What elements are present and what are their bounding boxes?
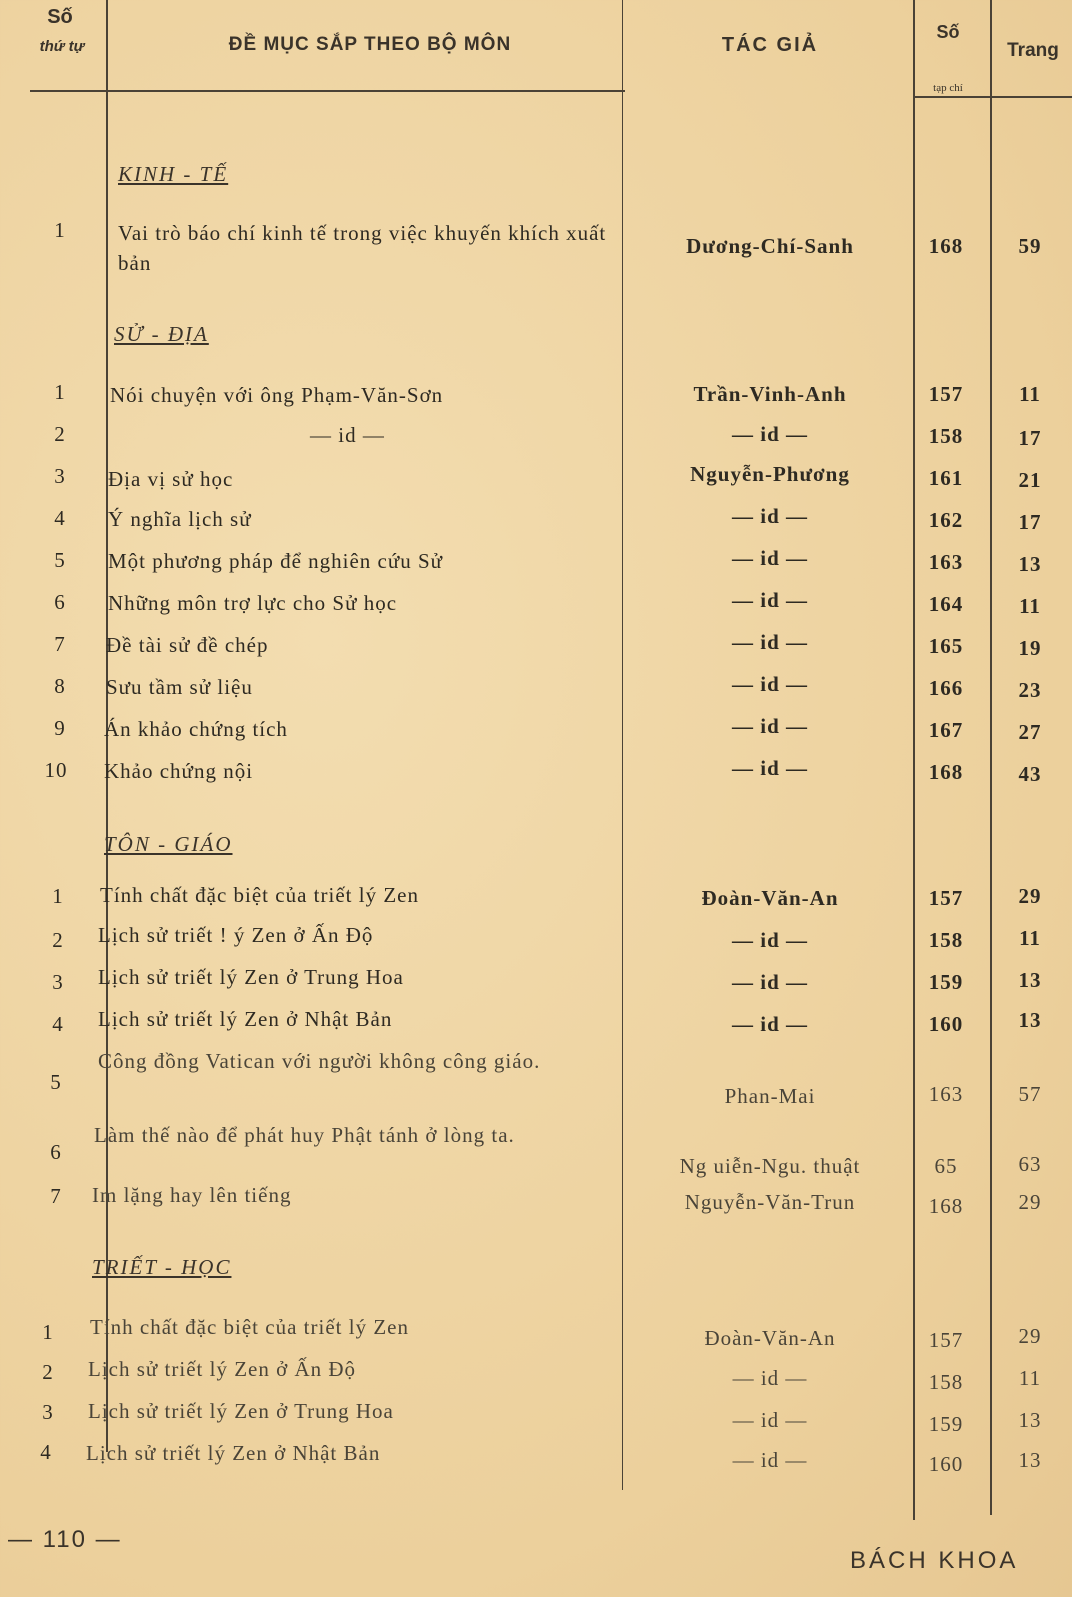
row-number: 7 xyxy=(50,1184,62,1208)
row-issue: 159 xyxy=(928,970,964,994)
row-issue: 161 xyxy=(928,466,964,490)
row-title: Tính chất đặc biệt của triết lý Zen xyxy=(90,1315,409,1339)
row-issue: 158 xyxy=(928,1370,964,1394)
section-heading-su-dia: SỬ - ĐỊA xyxy=(114,322,209,346)
row-issue: 157 xyxy=(928,382,964,406)
header-no-line1: Số xyxy=(47,6,73,28)
row-number: 1 xyxy=(42,1320,54,1344)
row-title: Án khảo chứng tích xyxy=(104,717,288,741)
header-issue-line2: tạp chí xyxy=(933,82,963,94)
row-title: Lịch sử triết lý Zen ở Nhật Bản xyxy=(86,1441,381,1465)
header-page: Trang xyxy=(1007,40,1059,61)
row-author: — id — xyxy=(731,928,808,952)
row-author: — id — xyxy=(732,1408,808,1432)
row-issue: 160 xyxy=(928,1012,964,1036)
row-title: Đề tài sử đề chép xyxy=(106,633,269,657)
row-author: — id — xyxy=(731,504,808,528)
row-page: 17 xyxy=(1018,510,1042,534)
row-title: Ý nghĩa lịch sử xyxy=(108,507,252,531)
row-number: 6 xyxy=(50,1140,62,1164)
row-author: — id — xyxy=(731,1012,808,1036)
row-number: 4 xyxy=(54,506,66,530)
row-issue: 158 xyxy=(928,928,964,952)
row-number: 1 xyxy=(52,884,64,908)
row-title: Khảo chứng nội xyxy=(104,759,254,783)
row-author: — id — xyxy=(731,422,808,446)
row-author: — id — xyxy=(731,630,808,654)
row-title: Làm thế nào để phát huy Phật tánh ở lòng ta. xyxy=(94,1123,515,1147)
row-page: 23 xyxy=(1018,678,1042,702)
row-author: — id — xyxy=(732,1448,808,1472)
row-issue: 168 xyxy=(928,760,964,784)
row-page: 19 xyxy=(1018,636,1042,660)
row-page: 57 xyxy=(1018,1082,1042,1106)
row-author: — id — xyxy=(731,588,808,612)
column-rule-title xyxy=(622,0,623,1490)
row-number: 4 xyxy=(52,1012,64,1036)
row-title: Lịch sử triết lý Zen ở Trung Hoa xyxy=(98,965,404,989)
header-no-line2: thứ tự xyxy=(39,38,85,55)
row-author: Trần-Vinh-Anh xyxy=(693,382,847,406)
row-author: Đoàn-Văn-An xyxy=(701,886,839,910)
row-author: Đoàn-Văn-An xyxy=(704,1326,836,1350)
row-page: 13 xyxy=(1018,1008,1042,1032)
row-issue: 167 xyxy=(928,718,964,742)
row-number: 2 xyxy=(54,422,66,446)
row-title: Vai trò báo chí kinh tế trong việc khuyến khích xuất bản xyxy=(118,221,607,275)
row-title: Lịch sử triết lý Zen ở Trung Hoa xyxy=(88,1399,394,1423)
row-number: 3 xyxy=(52,970,64,994)
row-title: Một phương pháp để nghiên cứu Sử xyxy=(108,549,444,573)
row-title: — id — xyxy=(310,423,385,447)
row-author: — id — xyxy=(731,714,808,738)
row-number: 9 xyxy=(54,716,66,740)
row-author: — id — xyxy=(732,1366,808,1390)
row-author: — id — xyxy=(731,546,808,570)
section-heading-triet-hoc: TRIẾT - HỌC xyxy=(92,1255,232,1279)
row-title: Tính chất đặc biệt của triết lý Zen xyxy=(100,883,419,907)
row-issue: 165 xyxy=(928,634,964,658)
row-author: — id — xyxy=(731,970,808,994)
row-title: Sưu tầm sử liệu xyxy=(106,675,253,699)
row-issue: 65 xyxy=(934,1154,958,1178)
row-page: 59 xyxy=(1018,234,1042,258)
row-issue: 166 xyxy=(928,676,964,700)
row-author: — id — xyxy=(731,672,808,696)
row-page: 11 xyxy=(1019,594,1041,618)
row-title: Nói chuyện với ông Phạm-Văn-Sơn xyxy=(110,383,444,407)
row-page: 29 xyxy=(1018,1190,1042,1214)
row-title: Công đồng Vatican với người không công giáo. xyxy=(98,1049,541,1073)
row-page: 43 xyxy=(1018,762,1042,786)
row-issue: 158 xyxy=(928,424,964,448)
row-page: 11 xyxy=(1019,382,1041,406)
row-title: Những môn trợ lực cho Sử học xyxy=(108,591,398,615)
row-page: 11 xyxy=(1018,1366,1042,1390)
row-page: 13 xyxy=(1018,1448,1042,1472)
row-issue: 159 xyxy=(928,1412,964,1436)
magazine-name: BÁCH KHOA xyxy=(850,1547,1019,1574)
header-author: TÁC GIẢ xyxy=(721,34,819,56)
row-number: 1 xyxy=(54,380,66,404)
row-issue: 157 xyxy=(928,886,964,910)
row-page: 17 xyxy=(1018,426,1042,450)
row-number: 8 xyxy=(54,674,66,698)
row-number: 4 xyxy=(40,1440,52,1464)
row-issue: 157 xyxy=(928,1328,964,1352)
row-page: 63 xyxy=(1018,1152,1042,1176)
row-page: 21 xyxy=(1018,468,1042,492)
row-number: 2 xyxy=(52,928,64,952)
row-issue: 168 xyxy=(928,234,964,258)
row-issue: 164 xyxy=(928,592,964,616)
header-title: ĐỀ MỤC SẮP THEO BỘ MÔN xyxy=(228,34,512,55)
row-title: Im lặng hay lên tiếng xyxy=(92,1183,292,1207)
row-page: 29 xyxy=(1018,884,1042,908)
row-number: 5 xyxy=(50,1070,62,1094)
row-number: 7 xyxy=(54,632,66,656)
row-page: 11 xyxy=(1019,926,1041,950)
row-page: 13 xyxy=(1018,968,1042,992)
row-number: 10 xyxy=(44,758,68,782)
row-author: — id — xyxy=(731,756,808,780)
row-author: Phan-Mai xyxy=(724,1084,816,1108)
row-page: 13 xyxy=(1018,552,1042,576)
row-issue: 162 xyxy=(928,508,964,532)
row-issue: 163 xyxy=(928,1082,964,1106)
row-title: Lịch sử triết ! ý Zen ở Ấn Độ xyxy=(98,923,374,947)
page-number: — 110 — xyxy=(8,1526,122,1553)
row-author: Nguyễn-Văn-Trun xyxy=(684,1190,856,1214)
row-author: Nguyễn-Phương xyxy=(690,462,850,486)
row-page: 13 xyxy=(1018,1408,1042,1432)
row-page: 29 xyxy=(1018,1324,1042,1348)
header-underline-right xyxy=(913,96,1072,98)
row-number: 3 xyxy=(42,1400,54,1424)
row-title: Địa vị sử học xyxy=(108,467,234,491)
row-number: 2 xyxy=(42,1360,54,1384)
row-author: Dương-Chí-Sanh xyxy=(686,234,854,258)
row-issue: 168 xyxy=(928,1194,964,1218)
header-underline xyxy=(30,90,625,92)
column-rule-issue xyxy=(990,0,992,1515)
row-number: 3 xyxy=(54,464,66,488)
row-number: 1 xyxy=(54,218,66,242)
row-issue: 160 xyxy=(928,1452,964,1476)
section-heading-ton-giao: TÔN - GIÁO xyxy=(104,832,233,856)
row-title: Lịch sử triết lý Zen ở Ấn Độ xyxy=(88,1357,357,1381)
row-title: Lịch sử triết lý Zen ở Nhật Bản xyxy=(98,1007,393,1031)
row-issue: 163 xyxy=(928,550,964,574)
row-author: Ng uiễn-Ngu. thuật xyxy=(679,1154,861,1178)
row-number: 5 xyxy=(54,548,66,572)
header-issue-line1: Số xyxy=(936,22,960,42)
section-heading-kinh-te: KINH - TẾ xyxy=(118,162,229,186)
row-page: 27 xyxy=(1018,720,1042,744)
row-number: 6 xyxy=(54,590,66,614)
